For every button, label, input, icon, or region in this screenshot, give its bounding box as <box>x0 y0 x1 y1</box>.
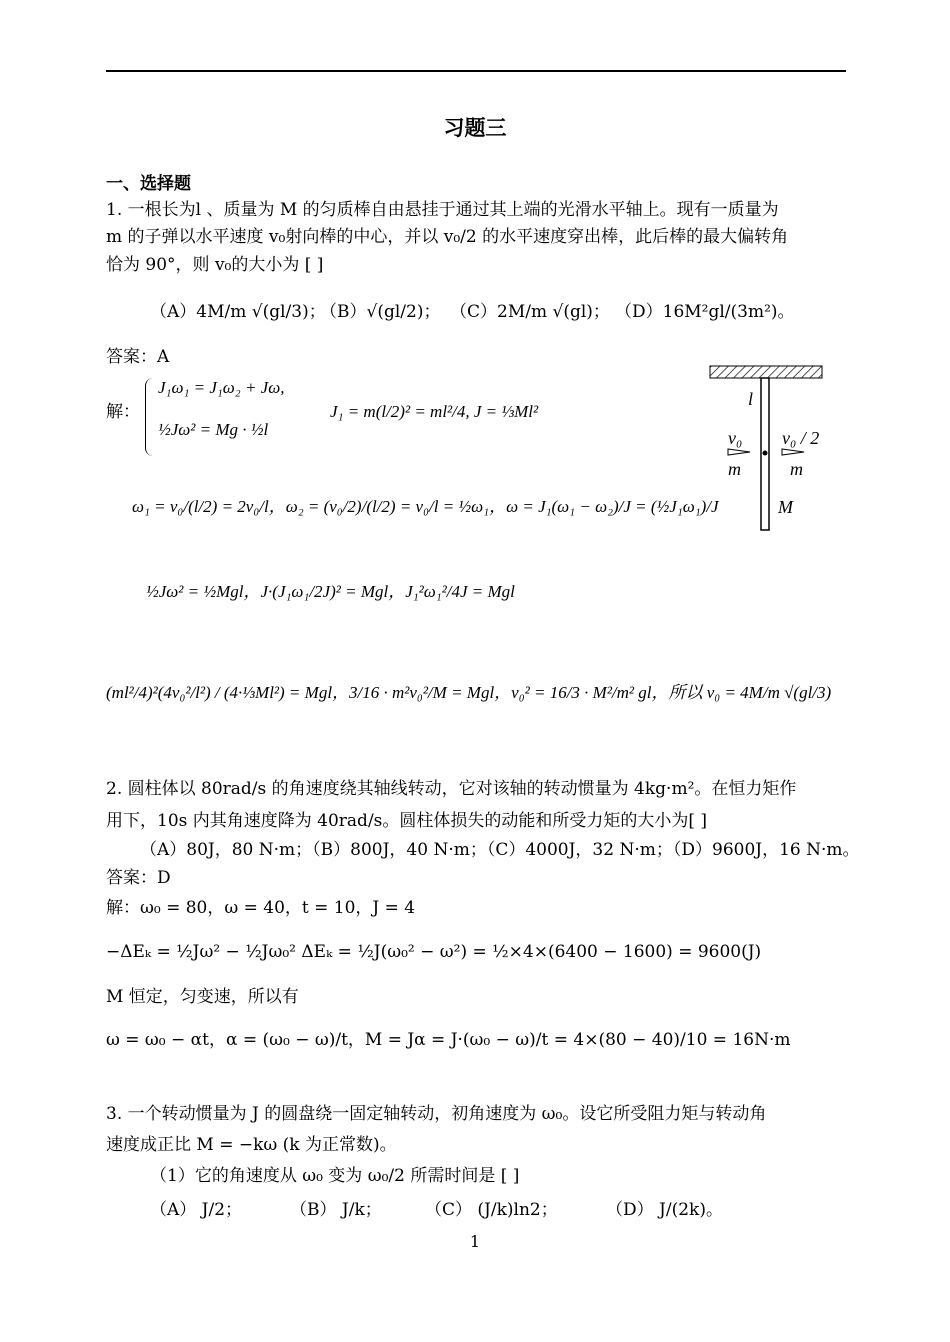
q1-option-c: （C）2M/m √(gl)； <box>450 302 610 322</box>
q2-text-line1: 2. 圆柱体以 80rad/s 的角速度绕其轴线转动，它对该轴的转动惯量为 4kg·m²。在恒力矩作 <box>106 779 797 799</box>
rod-bullet-figure <box>700 360 840 540</box>
q1-text-line3: 恰为 90°，则 v₀的大小为 [ ] <box>106 255 324 275</box>
label-M: M <box>778 497 793 517</box>
q3-sub1: （1）它的角速度从 ω₀ 变为 ω₀/2 所需时间是 [ ] <box>150 1166 520 1186</box>
q1-eq-final: (ml²/4)²(4v₀²/l²) / (4·⅓Ml²) = Mgl，3/16 · m²v₀²/M = Mgl，v₀² = 16/3 · M²/m² gl，所以 v₀ = 4M/m √(gl/3) <box>106 683 832 702</box>
label-m-right: m <box>790 459 803 479</box>
system-brace <box>145 378 158 456</box>
impact-point <box>763 451 768 456</box>
q3-text-line1: 3. 一个转动惯量为 J 的圆盘绕一固定轴转动，初角速度为 ω₀。设它所受阻力矩与转动角 <box>106 1104 767 1124</box>
bullet-out <box>782 449 804 455</box>
q2-answer: 答案：D <box>106 868 171 888</box>
label-m-left: m <box>728 459 741 479</box>
page-number: 1 <box>469 1232 481 1251</box>
label-v0: v₀ <box>728 428 743 448</box>
q1-option-b: （B）√(gl/2)； <box>320 302 441 322</box>
q2-solution-line4: ω = ω₀ − αt，α = (ω₀ − ω)/t，M = Jα = J·(ω₀ − ω)/t = 4×(80 − 40)/10 = 16N·m <box>106 1030 791 1050</box>
q3-text-line2: 速度成正比 M = −kω (k 为正常数)。 <box>106 1135 397 1155</box>
top-rule <box>106 70 846 72</box>
label-l: l <box>748 389 754 409</box>
q2-solution-line3: M 恒定，匀变速，所以有 <box>106 987 299 1007</box>
label-v0-half: v₀ / 2 <box>782 428 820 448</box>
q1-solution-label: 解： <box>106 402 140 422</box>
ceiling-support <box>710 366 822 378</box>
q1-option-d: （D）16M²gl/(3m²)。 <box>615 302 795 322</box>
q1-answer: 答案：A <box>106 347 170 367</box>
q1-eq-system-2: ½Jω² = Mg · ½l <box>158 420 269 439</box>
q2-options: （A）80J，80 N·m；（B）800J，40 N·m；（C）4000J，32 N·m；（D）9600J，16 N·m。 <box>140 840 860 860</box>
q1-eq-system-1: J₁ω₁ = J₁ω₂ + Jω, <box>158 378 285 397</box>
q1-eq-J: J₁ = m(l/2)² = ml²/4, J = ⅓Ml² <box>330 402 539 421</box>
q3-option-c: （C） (J/k)ln2； <box>425 1200 558 1220</box>
q2-solution-line1: 解：ω₀ = 80，ω = 40，t = 10，J = 4 <box>106 898 416 918</box>
q1-eq-omega: ω₁ = v₀/(l/2) = 2v₀/l，ω₂ = (v₀/2)/(l/2) = v₀/l = ½ω₁，ω = J₁(ω₁ − ω₂)/J = (½J₁ω₁)/J <box>132 497 719 516</box>
section-heading: 一、选择题 <box>106 174 191 194</box>
q1-text-line1: 1. 一根长为l 、质量为 M 的匀质棒自由悬挂于通过其上端的光滑水平轴上。现有一质量为 <box>106 200 779 220</box>
q1-text-line2: m 的子弹以水平速度 v₀射向棒的中心，并以 v₀/2 的水平速度穿出棒，此后棒的最大偏转角 <box>106 227 789 247</box>
q2-solution-line2: −ΔEₖ = ½Jω² − ½Jω₀² ΔEₖ = ½J(ω₀² − ω²) = ½×4×(6400 − 1600) = 9600(J) <box>106 942 762 962</box>
page-title: 习题三 <box>443 116 507 140</box>
q3-option-b: （B） J/k； <box>290 1200 382 1220</box>
q3-option-a: （A） J/2； <box>150 1200 243 1220</box>
q1-eq-energy: ½Jω² = ½Mgl，J·(J₁ω₁/2J)² = Mgl，J₁²ω₁²/4J = Mgl <box>146 582 515 601</box>
bullet-in <box>728 449 750 455</box>
q3-option-d: （D） J/(2k)。 <box>606 1200 723 1220</box>
q1-option-a: （A）4M/m √(gl/3)； <box>150 302 326 322</box>
q2-text-line2: 用下，10s 内其角速度降为 40rad/s。圆柱体损失的动能和所受力矩的大小为[ ] <box>106 811 708 831</box>
